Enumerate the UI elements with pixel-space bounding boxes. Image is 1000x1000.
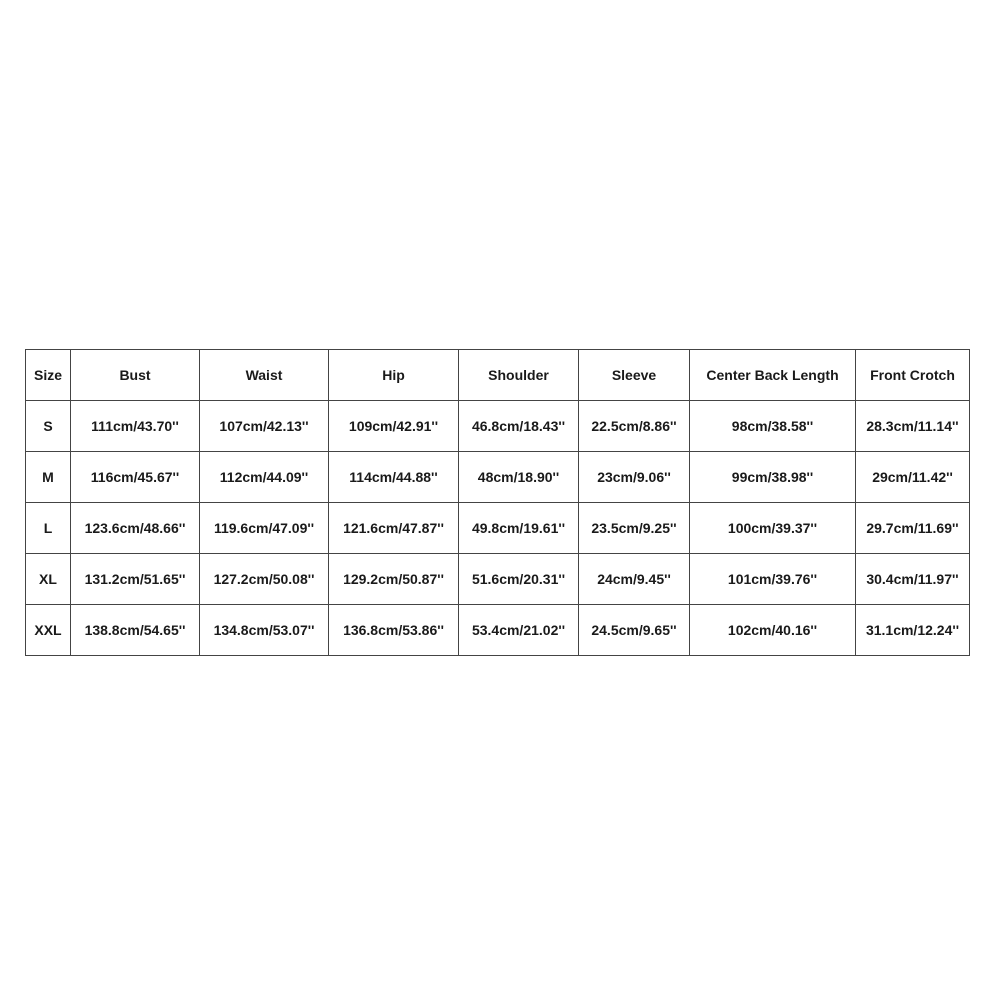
cell-hip: 109cm/42.91'' (329, 401, 459, 452)
table-row (26, 605, 970, 656)
cell-size: M (26, 452, 71, 503)
header-hip: Hip (329, 350, 459, 401)
cell-sleeve: 23cm/9.06'' (579, 452, 690, 503)
header-row (26, 350, 970, 401)
cell-bust: 123.6cm/48.66'' (71, 503, 200, 554)
cell-bust: 138.8cm/54.65'' (71, 605, 200, 656)
cell-bust: 116cm/45.67'' (71, 452, 200, 503)
cell-shoulder: 49.8cm/19.61'' (459, 503, 579, 554)
cell-shoulder: 46.8cm/18.43'' (459, 401, 579, 452)
cell-hip: 121.6cm/47.87'' (329, 503, 459, 554)
table-row (26, 401, 970, 452)
cell-front-crotch: 31.1cm/12.24'' (856, 605, 970, 656)
header-shoulder: Shoulder (459, 350, 579, 401)
cell-waist: 134.8cm/53.07'' (200, 605, 329, 656)
cell-waist: 127.2cm/50.08'' (200, 554, 329, 605)
header-waist: Waist (200, 350, 329, 401)
cell-sleeve: 23.5cm/9.25'' (579, 503, 690, 554)
cell-sleeve: 24cm/9.45'' (579, 554, 690, 605)
cell-sleeve: 22.5cm/8.86'' (579, 401, 690, 452)
cell-sleeve: 24.5cm/9.65'' (579, 605, 690, 656)
cell-front-crotch: 29cm/11.42'' (856, 452, 970, 503)
cell-size: L (26, 503, 71, 554)
cell-size: XL (26, 554, 71, 605)
cell-shoulder: 51.6cm/20.31'' (459, 554, 579, 605)
header-sleeve: Sleeve (579, 350, 690, 401)
cell-hip: 129.2cm/50.87'' (329, 554, 459, 605)
header-front-crotch: Front Crotch (856, 350, 970, 401)
cell-center-back-length: 98cm/38.58'' (690, 401, 856, 452)
cell-center-back-length: 100cm/39.37'' (690, 503, 856, 554)
cell-hip: 136.8cm/53.86'' (329, 605, 459, 656)
cell-size: XXL (26, 605, 71, 656)
cell-size: S (26, 401, 71, 452)
cell-waist: 119.6cm/47.09'' (200, 503, 329, 554)
header-center-back-length: Center Back Length (690, 350, 856, 401)
size-chart-table (25, 349, 970, 656)
cell-front-crotch: 28.3cm/11.14'' (856, 401, 970, 452)
cell-hip: 114cm/44.88'' (329, 452, 459, 503)
cell-waist: 112cm/44.09'' (200, 452, 329, 503)
cell-shoulder: 53.4cm/21.02'' (459, 605, 579, 656)
cell-front-crotch: 30.4cm/11.97'' (856, 554, 970, 605)
cell-bust: 131.2cm/51.65'' (71, 554, 200, 605)
cell-shoulder: 48cm/18.90'' (459, 452, 579, 503)
cell-bust: 111cm/43.70'' (71, 401, 200, 452)
cell-center-back-length: 101cm/39.76'' (690, 554, 856, 605)
header-bust: Bust (71, 350, 200, 401)
table-row (26, 503, 970, 554)
table-row (26, 554, 970, 605)
cell-front-crotch: 29.7cm/11.69'' (856, 503, 970, 554)
cell-center-back-length: 99cm/38.98'' (690, 452, 856, 503)
table-row (26, 452, 970, 503)
cell-center-back-length: 102cm/40.16'' (690, 605, 856, 656)
cell-waist: 107cm/42.13'' (200, 401, 329, 452)
header-size: Size (26, 350, 71, 401)
